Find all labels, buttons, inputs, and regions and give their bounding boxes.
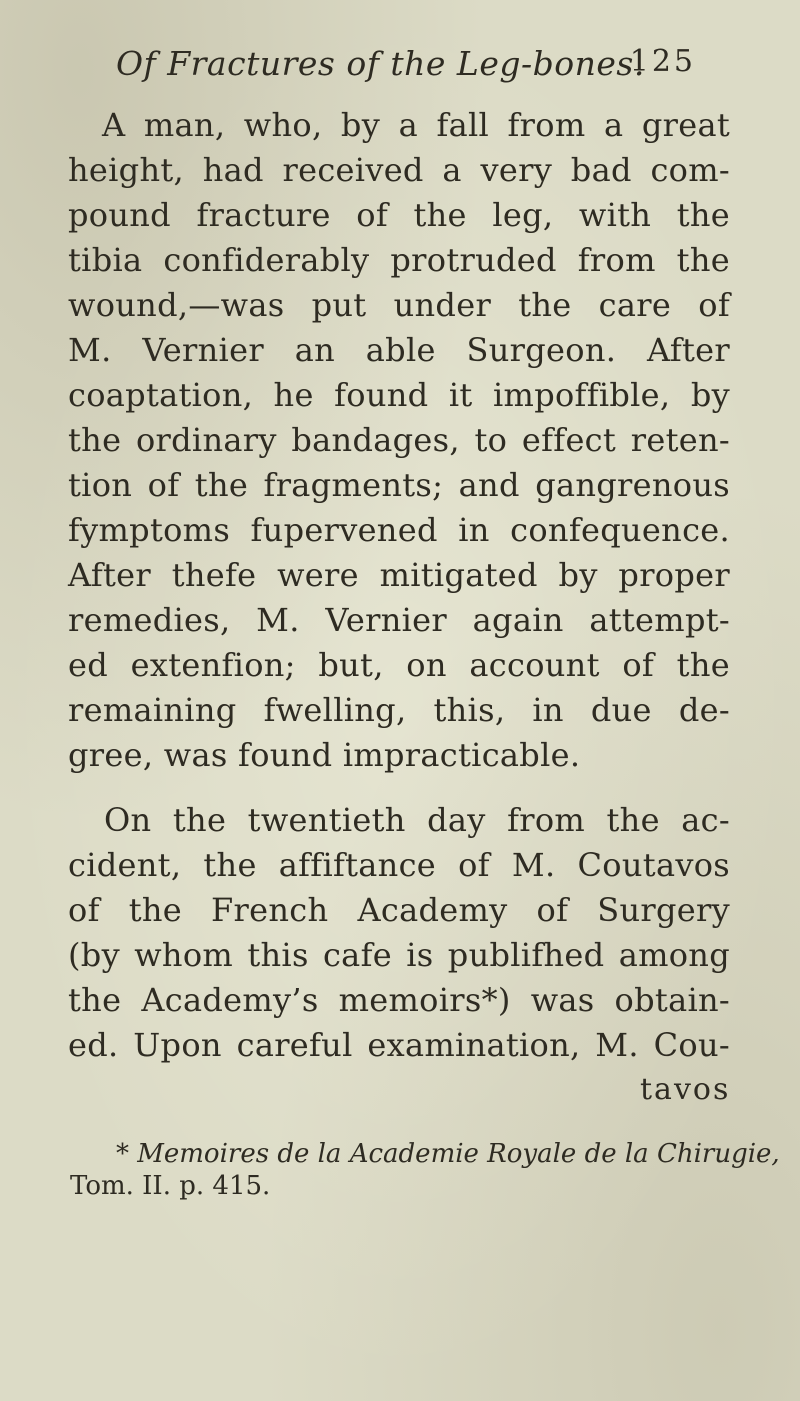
paragraph-1-line: height, had received a very bad com- xyxy=(68,151,730,189)
catchword: tavos xyxy=(640,1072,731,1107)
running-head-title: Of Fractures of the Leg-bones. xyxy=(116,44,645,83)
footnote-line: * Memoires de la Academie Royale de la Chirugie, xyxy=(116,1139,780,1169)
paragraph-1-line: remedies, M. Vernier again attempt- xyxy=(68,601,730,639)
paragraph-1-line: the ordinary bandages, to effect reten- xyxy=(68,421,730,459)
paragraph-1-line: tion of the fragments; and gangrenous xyxy=(68,466,730,504)
paragraph-2-line: ed. Upon careful examination, M. Cou- xyxy=(68,1026,730,1064)
paragraph-1-line: gree, was found impracticable. xyxy=(68,736,581,774)
paragraph-1-line: pound fracture of the leg, with the xyxy=(68,196,730,234)
paragraph-1-line: M. Vernier an able Surgeon. After xyxy=(68,331,730,369)
paragraph-1-line: fymptoms fupervened in confequence. xyxy=(68,511,730,549)
paragraph-2-line: (by whom this cafe is publifhed among xyxy=(68,936,730,974)
page-number: 125 xyxy=(629,44,696,79)
paragraph-1-line: remaining fwelling, this, in due de- xyxy=(68,691,730,729)
paragraph-2-line: of the French Academy of Surgery xyxy=(68,891,730,929)
running-head xyxy=(116,44,696,94)
paragraph-1-line: A man, who, by a fall from a great xyxy=(102,106,730,144)
paragraph-1-line: After thefe were mitigated by proper xyxy=(68,556,730,594)
paragraph-2-line: the Academy’s memoirs*) was obtain- xyxy=(68,981,730,1019)
paragraph-2-line: cident, the affiftance of M. Coutavos xyxy=(68,846,730,884)
paragraph-1-line: tibia confiderably protruded from the xyxy=(68,241,730,279)
paragraph-2-line: On the twentieth day from the ac- xyxy=(104,801,730,839)
paragraph-1-line: wound,—was put under the care of xyxy=(68,286,730,324)
paragraph-1-line: ed extenfion; but, on account of the xyxy=(68,646,730,684)
footnote-line: Tom. II. p. 415. xyxy=(70,1171,271,1201)
paragraph-1-line: coaptation, he found it impoffible, by xyxy=(68,376,730,414)
